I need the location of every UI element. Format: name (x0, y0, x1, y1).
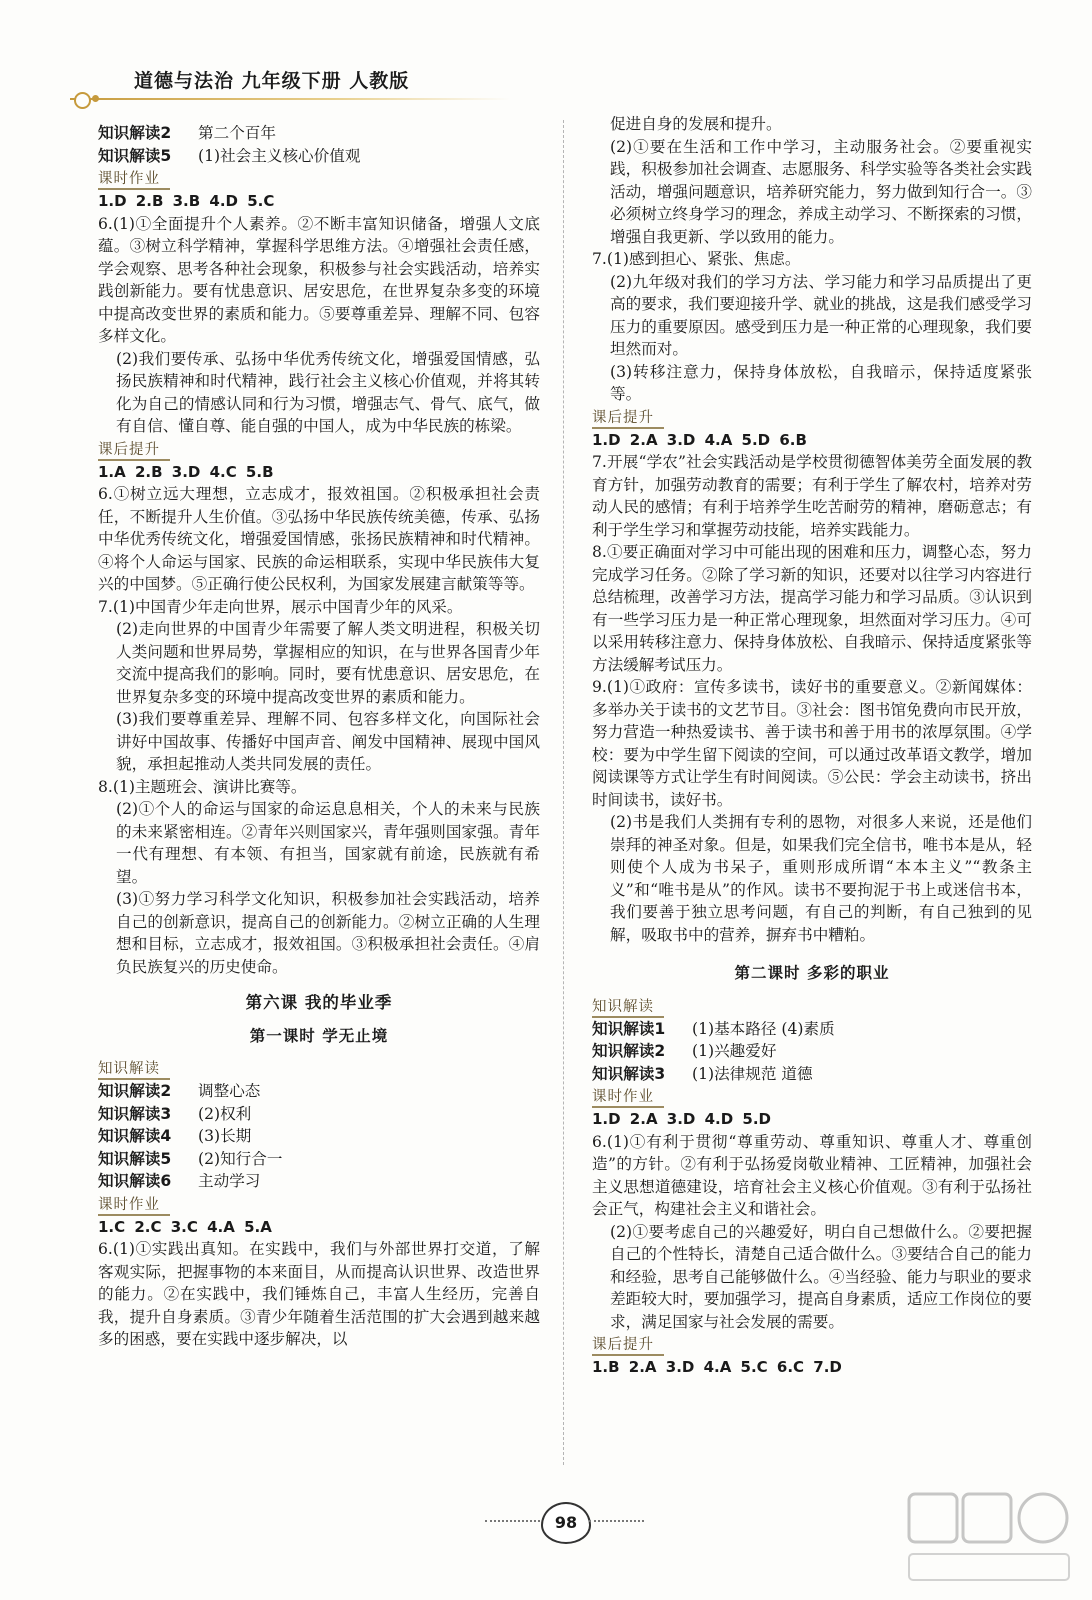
column-divider (563, 120, 564, 1465)
knowledge-answer: 第二个百年 (198, 124, 276, 142)
answer-paragraph: 7.(1)中国青少年走向世界，展示中国青少年的风采。 (98, 597, 463, 616)
section-tag-homework: 课时作业 (98, 170, 170, 190)
answer-paragraph: (2)我们要传承、弘扬中华优秀传统文化，增强爱国情感，弘扬民族精神和时代精神，践行社会主义核心价值观，并将其转化为自己的情感认同和行为习惯，增强志气、骨气、底气，做有自信、懂自尊、能自强的中国人，成为中华民族的栋梁。 (116, 349, 540, 435)
header-rule (70, 98, 510, 100)
knowledge-label: 知识解读5 (98, 1149, 172, 1168)
section-tag-extension: 课后提升 (592, 1336, 664, 1356)
section-tag-knowledge: 知识解读 (592, 998, 664, 1018)
answer-paragraph: (2)①要考虑自己的兴趣爱好，明白自己想做什么。②要把握自己的个性特长，清楚自己适合做什么。③要结合自己的能力和经验，思考自己能够做什么。④当经验、能力与职业的要求差距较大时，要加强学习，提高自身素质，适应工作岗位的要求，满足国家与社会发展的需要。 (610, 1222, 1032, 1331)
section-tag-extension: 课后提升 (98, 441, 170, 461)
choice-answers: 1.D 2.B 3.B 4.D 5.C (98, 192, 275, 210)
knowledge-answer: (1)社会主义核心价值观 (198, 146, 361, 165)
knowledge-row (592, 1063, 1032, 1086)
knowledge-answer: (1)兴趣爱好 (692, 1042, 777, 1060)
knowledge-label: 知识解读4 (98, 1127, 172, 1145)
knowledge-row (98, 1148, 540, 1171)
knowledge-row (98, 145, 540, 168)
answer-paragraph: 6.①树立远大理想，立志成才，报效祖国。②积极承担社会责任，不断提升人生价值。③弘扬中华民族传统美德，传承、弘扬中华优秀传统文化，增强爱国情感，张扬民族精神和时代精神。④将个人命运与国家、民族的命运相联系，实现中华民族伟大复兴的中国梦。⑤正确行使公民权利，为国家发展建言献策等等。 (98, 485, 540, 593)
lesson-title: 第六课 我的毕业季 (245, 993, 393, 1012)
answer-paragraph: (3)①努力学习科学文化知识，积极参加社会实践活动，培养自己的创新意识，提高自己的创新能力。②树立正确的人生理想和目标，立志成才，报效祖国。③积极承担社会责任。④肩负民族复兴的历史使命。 (116, 890, 540, 976)
knowledge-label: 知识解读5 (98, 146, 172, 165)
answer-paragraph: (2)走向世界的中国青少年需要了解人类文明进程，积极关切人类问题和世界局势，掌握相应的知识，在与世界各国青少年交流中提高我们的影响。同时，要有忧患意识、居安思危，在世界复杂多变的环境中提高改变世界的素质和能力。 (116, 620, 540, 706)
knowledge-answer: (2)权利 (198, 1104, 252, 1123)
knowledge-label: 知识解读2 (98, 1082, 172, 1100)
left-column (98, 122, 540, 1351)
knowledge-answer: 调整心态 (198, 1082, 261, 1100)
knowledge-label: 知识解读1 (592, 1019, 666, 1038)
answer-paragraph: 9.(1)①政府：宣传多读书，读好书的重要意义。②新闻媒体：多举办关于读书的文艺节目。③社会：图书馆免费向市民开放，努力营造一种热爱读书、善于读书和善于用书的浓厚氛围。④学校：要为中学生留下阅读的空间，可以通过改革语文教学，增加阅读课等方式让学生有时间阅读。⑤公民：学会主动读书，挤出时间读书，读好书。 (592, 678, 1032, 809)
knowledge-row (98, 1170, 540, 1193)
answer-paragraph: 8.①要正确面对学习中可能出现的困难和压力，调整心态，努力完成学习任务。②除了学习新的知识，还要对以往学习内容进行总结梳理，改善学习方法，提高学习能力和学习品质。③认识到有一些学习压力是一种正常心理现象，坦然面对学习压力。④可以采用转移注意力、保持身体放松、自我暗示、保持适度紧张等方法缓解考试压力。 (592, 543, 1032, 674)
answer-paragraph: (2)①个人的命运与国家的命运息息相关，个人的未来与民族的未来紧密相连。②青年兴则国家兴，青年强则国家强。青年一代有理想、有本领、有担当，国家就有前途，民族就有希望。 (116, 800, 540, 886)
footer-dots (485, 1520, 540, 1522)
knowledge-answer: (3)长期 (198, 1127, 252, 1145)
section-tag-knowledge: 知识解读 (98, 1060, 170, 1080)
choice-answers: 1.D 2.A 3.D 4.A 5.D 6.B (592, 430, 807, 449)
knowledge-row (98, 122, 540, 145)
knowledge-row (98, 1125, 540, 1148)
knowledge-answer: (1)法律规范 道德 (692, 1064, 813, 1083)
answer-paragraph: 8.(1)主题班会、演讲比赛等。 (98, 777, 307, 796)
choice-answers: 1.B 2.A 3.D 4.A 5.C 6.C 7.D (592, 1358, 842, 1376)
watermark-logo-icon (905, 1488, 1075, 1588)
choice-answers: 1.A 2.B 3.D 4.C 5.B (98, 462, 274, 481)
answer-paragraph: (3)我们要尊重差异、理解不同、包容多样文化，向国际社会讲好中国故事、传播好中国声音、阐发中国精神、展现中国风貌，承担起推动人类共同发展的责任。 (116, 710, 540, 773)
knowledge-row (592, 1040, 1032, 1063)
period-title: 第二课时 多彩的职业 (734, 964, 890, 982)
answer-paragraph: 6.(1)①有利于贯彻“尊重劳动、尊重知识、尊重人才、尊重创造”的方针。②有利于弘扬爱岗敬业精神、工匠精神，加强社会主义思想道德建设，培育社会主义核心价值观。③有利于弘扬社会正气，构建社会主义和谐社会。 (592, 1132, 1032, 1218)
knowledge-label: 知识解读2 (592, 1042, 666, 1060)
right-column (592, 113, 1032, 1379)
answer-paragraph: (2)①要在生活和工作中学习，主动服务社会。②要重视实践，积极参加社会调查、志愿服务、科学实验等各类社会实践活动，增强问题意识，培养研究能力，努力做到知行合一。③必须树立终身学习的理念，养成主动学习、不断探索的习惯，增强自我更新、学以致用的能力。 (610, 137, 1032, 246)
knowledge-row (98, 1080, 540, 1103)
knowledge-label: 知识解读6 (98, 1172, 172, 1190)
answer-paragraph: 6.(1)①实践出真知。在实践中，我们与外部世界打交道，了解客观实际，把握事物的本来面目，从而提高认识世界、改造世界的能力。②在实践中，我们锤炼自己，丰富人生经历，完善自我，提升自身素质。③青少年随着生活范围的扩大会遇到越来越多的困惑，要在实践中逐步解决，以 (98, 1240, 540, 1348)
section-tag-homework: 课时作业 (98, 1196, 170, 1216)
choice-answers: 1.D 2.A 3.D 4.D 5.D (592, 1110, 771, 1128)
knowledge-label: 知识解读3 (98, 1104, 172, 1123)
answer-paragraph: (2)九年级对我们的学习方法、学习能力和学习品质提出了更高的要求，我们要迎接升学、就业的挑战，这是我们感受学习压力的重要原因。感受到压力是一种正常的心理现象，我们要坦然而对。 (610, 272, 1032, 358)
section-tag-homework: 课时作业 (592, 1088, 664, 1108)
footer-dots (589, 1520, 644, 1522)
answer-paragraph: 7.开展“学农”社会实践活动是学校贯彻德智体美劳全面发展的教育方针，加强劳动教育的需要；有利于学生了解农村，培养对劳动人民的感情；有利于培养学生吃苦耐劳的精神，磨砺意志；有利于学生学习和掌握劳动技能，培养实践能力。 (592, 453, 1032, 539)
answer-paragraph: 促进自身的发展和提升。 (610, 115, 782, 133)
choice-answers: 1.C 2.C 3.C 4.A 5.A (98, 1217, 272, 1236)
running-header (70, 62, 530, 122)
book-title: 道德与法治 九年级下册 人教版 (134, 70, 410, 92)
knowledge-answer: (1)基本路径 (4)素质 (692, 1019, 835, 1038)
ornament-dot-icon (92, 95, 99, 102)
page-number-footer (485, 1500, 645, 1540)
page-number: 98 (541, 1502, 591, 1544)
answer-paragraph: 7.(1)感到担心、紧张、焦虑。 (592, 250, 801, 268)
answer-paragraph: (3)转移注意力，保持身体放松，自我暗示，保持适度紧张等。 (610, 362, 1032, 403)
knowledge-row (98, 1103, 540, 1126)
section-tag-extension: 课后提升 (592, 409, 664, 429)
knowledge-label: 知识解读2 (98, 124, 172, 142)
answer-paragraph: (2)书是我们人类拥有专利的恩物，对很多人来说，还是他们崇拜的神圣对象。但是，如果我们完全信书，唯书本是从，轻则使个人成为书呆子，重则形成所谓“本本主义”“教条主义”和“唯书是从”的作风。读书不要拘泥于书上或迷信书本，我们要善于独立思考问题，有自己的判断，有自己独到的见解，吸取书中的营养，摒弃书中糟粕。 (610, 813, 1032, 944)
knowledge-label: 知识解读3 (592, 1064, 666, 1083)
knowledge-row (592, 1018, 1032, 1041)
ornament-circle-icon (74, 92, 91, 109)
knowledge-answer: (2)知行合一 (198, 1149, 283, 1168)
answer-paragraph: 6.(1)①全面提升个人素养。②不断丰富知识储备，增强人文底蕴。③树立科学精神，掌握科学思维方法。④增强社会责任感，学会观察、思考各种社会现象，积极参与社会实践活动，培养实践创新能力。要有忧患意识、居安思危，在世界复杂多变的环境中提高改变世界的素质和能力。⑤要尊重差异、理解不同、包容多样文化。 (98, 214, 540, 345)
period-title: 第一课时 学无止境 (249, 1026, 389, 1045)
knowledge-answer: 主动学习 (198, 1172, 261, 1190)
